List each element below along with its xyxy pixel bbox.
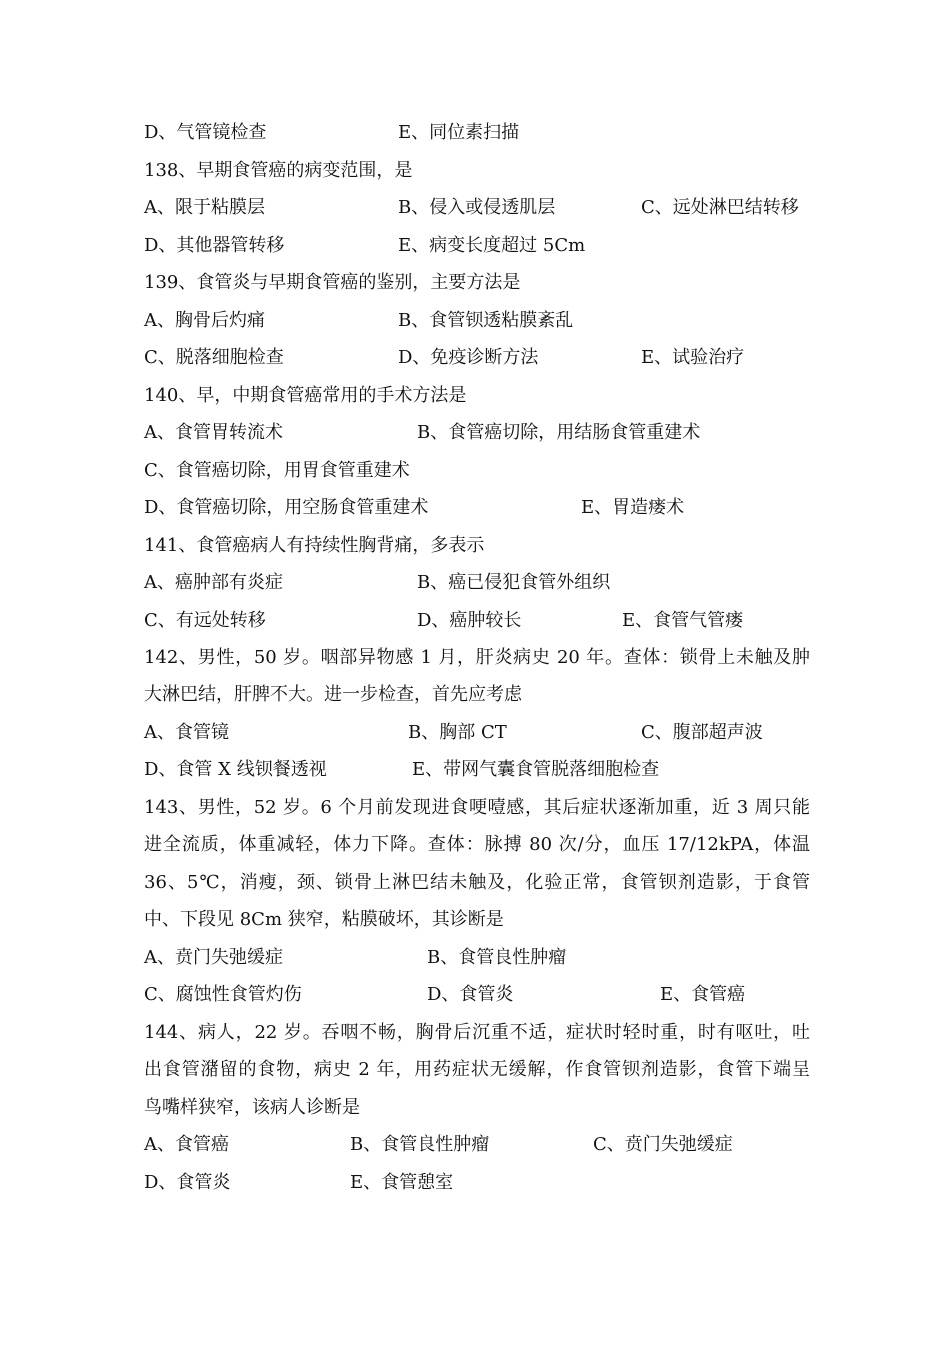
option-d: D、食管炎 <box>144 1172 231 1193</box>
option-e: E、胃造瘘术 <box>581 497 685 518</box>
option-c: C、贲门失弛缓症 <box>593 1134 733 1155</box>
option-a: A、胸骨后灼痛 <box>144 310 265 331</box>
option-d: D、其他器管转移 <box>144 235 285 256</box>
option-c: C、脱落细胞检查 <box>144 347 284 368</box>
question-143-stem-cont: 36、5℃，消瘦，颈、锁骨上淋巴结未触及，化验正常，食管钡剂造影，于食管 <box>144 872 810 893</box>
option-a: A、癌肿部有炎症 <box>144 572 283 593</box>
question-143-stem: 143、男性，52 岁。6 个月前发现进食哽噎感，其后症状逐渐加重，近 3 周只能 <box>144 797 810 818</box>
option-d: D、免疫诊断方法 <box>398 347 539 368</box>
question-140-stem: 140、早，中期食管癌常用的手术方法是 <box>144 385 467 406</box>
option-e: E、病变长度超过 5Cm <box>398 235 586 256</box>
option-c: C、远处淋巴结转移 <box>641 197 799 218</box>
option-b: B、侵入或侵透肌层 <box>398 197 556 218</box>
option-a: A、食管胃转流术 <box>144 422 283 443</box>
question-139-stem: 139、食管炎与早期食管癌的鉴别，主要方法是 <box>144 272 521 293</box>
option-b: B、食管钡透粘膜紊乱 <box>398 310 574 331</box>
option-d: D、癌肿较长 <box>417 610 522 631</box>
option-b: B、癌已侵犯食管外组织 <box>417 572 611 593</box>
option-c: C、腐蚀性食管灼伤 <box>144 984 302 1005</box>
option-c: C、腹部超声波 <box>641 722 763 743</box>
question-144-stem-cont: 出食管潴留的食物，病史 2 年，用药症状无缓解，作食管钡剂造影，食管下端呈 <box>144 1059 810 1080</box>
option-e: E、带网气囊食管脱落细胞检查 <box>412 759 660 780</box>
question-143-stem-cont: 中、下段见 8Cm 狭窄，粘膜破坏，其诊断是 <box>144 909 504 930</box>
option-a: A、贲门失弛缓症 <box>144 947 283 968</box>
option-b: B、食管良性肿瘤 <box>350 1134 490 1155</box>
question-142-stem-cont: 大淋巴结，肝脾不大。进一步检查，首先应考虑 <box>144 684 522 705</box>
option-e: E、食管憩室 <box>350 1172 454 1193</box>
question-141-stem: 141、食管癌病人有持续性胸背痛，多表示 <box>144 535 485 556</box>
option-d: D、食管炎 <box>427 984 514 1005</box>
question-142-stem: 142、男性，50 岁。咽部异物感 1 月，肝炎病史 20 年。查体：锁骨上未触及肿 <box>144 647 810 668</box>
question-143-stem-cont: 进全流质，体重减轻，体力下降。查体：脉搏 80 次/分，血压 17/12kPA，体温 <box>144 834 810 855</box>
option-b: B、食管癌切除，用结肠食管重建术 <box>417 422 701 443</box>
option-c: C、食管癌切除，用胃食管重建术 <box>144 460 410 481</box>
option-b: B、胸部 CT <box>408 722 507 743</box>
option-a: A、食管镜 <box>144 722 229 743</box>
question-144-stem-cont: 鸟嘴样狭窄，该病人诊断是 <box>144 1097 360 1118</box>
option-e: E、食管癌 <box>660 984 746 1005</box>
question-144-stem: 144、病人，22 岁。吞咽不畅，胸骨后沉重不适，症状时轻时重，时有呕吐，吐 <box>144 1022 810 1043</box>
option-c: C、有远处转移 <box>144 610 266 631</box>
option-d: D、食管 X 线钡餐透视 <box>144 759 327 780</box>
option-e: E、同位素扫描 <box>398 122 520 143</box>
option-e: E、食管气管瘘 <box>622 610 744 631</box>
option-a: A、限于粘膜层 <box>144 197 265 218</box>
option-d: D、食管癌切除，用空肠食管重建术 <box>144 497 429 518</box>
option-a: A、食管癌 <box>144 1134 229 1155</box>
option-d: D、气管镜检查 <box>144 122 267 143</box>
option-b: B、食管良性肿瘤 <box>427 947 567 968</box>
question-138-stem: 138、早期食管癌的病变范围，是 <box>144 160 413 181</box>
option-e: E、试验治疗 <box>641 347 745 368</box>
